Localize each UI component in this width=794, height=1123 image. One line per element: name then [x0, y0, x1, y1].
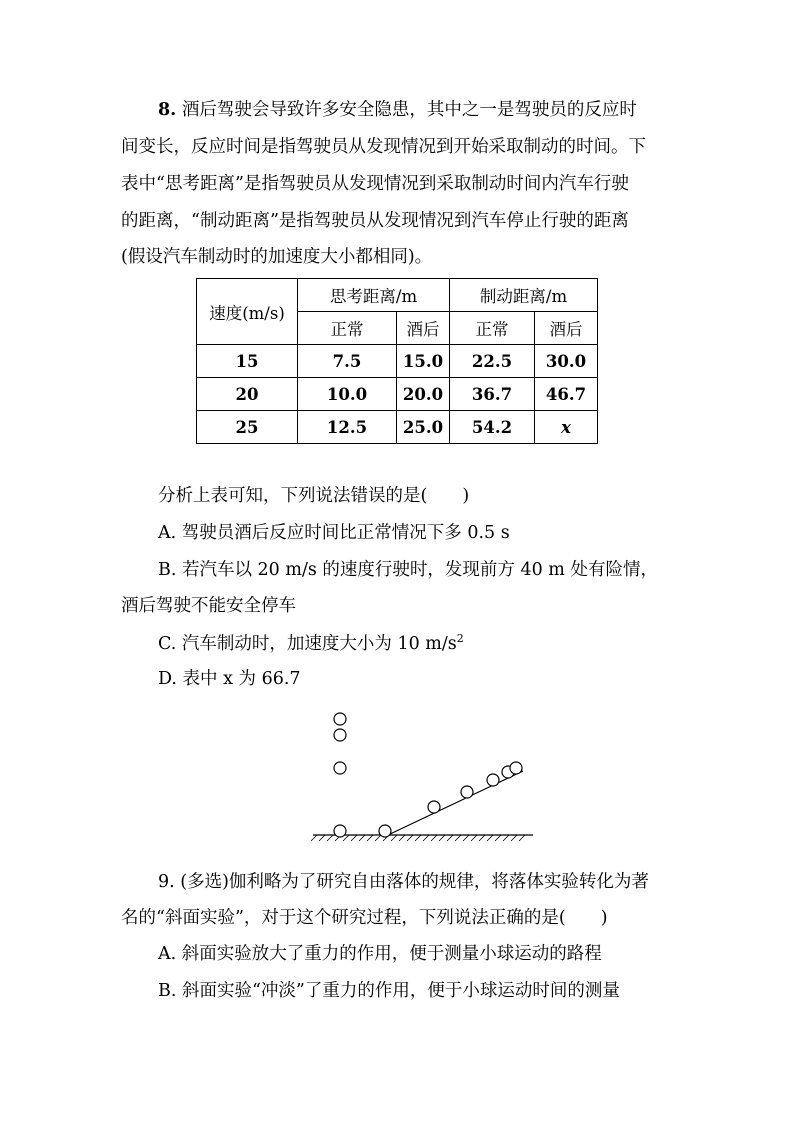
- ball-circle: [461, 786, 473, 798]
- table-cell: 20.0: [397, 378, 450, 411]
- ball-circle: [510, 762, 522, 774]
- q8-option-d: D. 表中 x 为 66.7: [158, 669, 301, 689]
- table-cell: 7.5: [298, 345, 397, 378]
- ball-circle: [379, 825, 391, 837]
- sub-header-normal: 正常: [298, 312, 397, 345]
- brake-distance-header: 制动距离/m: [450, 279, 598, 312]
- q9-option-b: B. 斜面实验“冲淡”了重力的作用，便于小球运动时间的测量: [158, 981, 620, 1001]
- table-row: [197, 411, 598, 444]
- table-cell: 15.0: [397, 345, 450, 378]
- ball-circle: [487, 774, 499, 786]
- sub-header-normal: 正常: [450, 312, 535, 345]
- q8-option-b: B. 若汽车以 20 m/s 的速度行驶时，发现前方 40 m 处有险情，: [158, 560, 658, 580]
- table-header-row: [197, 279, 598, 312]
- q8-number: 8.: [158, 100, 177, 120]
- q8-option-c-sup: 2: [456, 632, 464, 645]
- table-cell: 46.7: [535, 378, 598, 411]
- table-cell: 54.2: [450, 411, 535, 444]
- sub-header-drunk: 酒后: [397, 312, 450, 345]
- ball-circle: [334, 825, 346, 837]
- sub-header-drunk: 酒后: [535, 312, 598, 345]
- q8-line-4: 的距离，“制动距离”是指驾驶员从发现情况到汽车停止行驶的距离: [121, 211, 629, 231]
- q8-option-b-cont: 酒后驾驶不能安全停车: [121, 596, 296, 616]
- q9-option-a: A. 斜面实验放大了重力的作用，便于测量小球运动的路程: [158, 944, 602, 964]
- table-cell: 30.0: [535, 345, 598, 378]
- q8-line-3: 表中“思考距离”是指驾驶员从发现情况到采取制动时间内汽车行驶: [121, 174, 629, 194]
- table-cell: 36.7: [450, 378, 535, 411]
- ball-circle: [334, 729, 346, 741]
- q8-line-1: [158, 100, 637, 121]
- q8-line-2: 间变长，反应时间是指驾驶员从发现情况到开始采取制动的时间。下: [121, 137, 646, 157]
- table-cell-unknown: x: [535, 411, 598, 444]
- ball-circle: [334, 762, 346, 774]
- table-cell: 25.0: [397, 411, 450, 444]
- table-cell: 12.5: [298, 411, 397, 444]
- table-row: [197, 378, 598, 411]
- table-cell: 22.5: [450, 345, 535, 378]
- q8-option-c: [158, 632, 464, 655]
- inclined-plane-figure: [305, 705, 545, 845]
- q8-line-5: (假设汽车制动时的加速度大小都相同)。: [121, 247, 433, 267]
- table-cell: 20: [197, 378, 298, 411]
- braking-distance-table: [196, 278, 598, 444]
- q8-option-a: A. 驾驶员酒后反应时间比正常情况下多 0.5 s: [158, 523, 510, 543]
- table-cell: 10.0: [298, 378, 397, 411]
- table-row: [197, 345, 598, 378]
- table-cell: 15: [197, 345, 298, 378]
- q9-line-2: 名的“斜面实验”，对于这个研究过程，下列说法正确的是( ): [121, 908, 608, 928]
- q8-option-c-text: C. 汽车制动时，加速度大小为 10 m/s: [158, 633, 457, 654]
- q9-line-1: 9. (多选)伽利略为了研究自由落体的规律，将落体实验转化为著: [158, 872, 649, 892]
- falling-balls: [334, 713, 346, 837]
- incline-line: [388, 771, 523, 835]
- speed-header: 速度(m/s): [197, 279, 298, 345]
- ball-circle: [428, 801, 440, 813]
- rolling-balls: [379, 762, 522, 837]
- table-cell: 25: [197, 411, 298, 444]
- q8-text-1: 酒后驾驶会导致许多安全隐患，其中之一是驾驶员的反应时: [181, 100, 637, 120]
- think-distance-header: 思考距离/m: [298, 279, 450, 312]
- q8-stem: 分析上表可知，下列说法错误的是( ): [158, 486, 470, 506]
- ball-circle: [334, 713, 346, 725]
